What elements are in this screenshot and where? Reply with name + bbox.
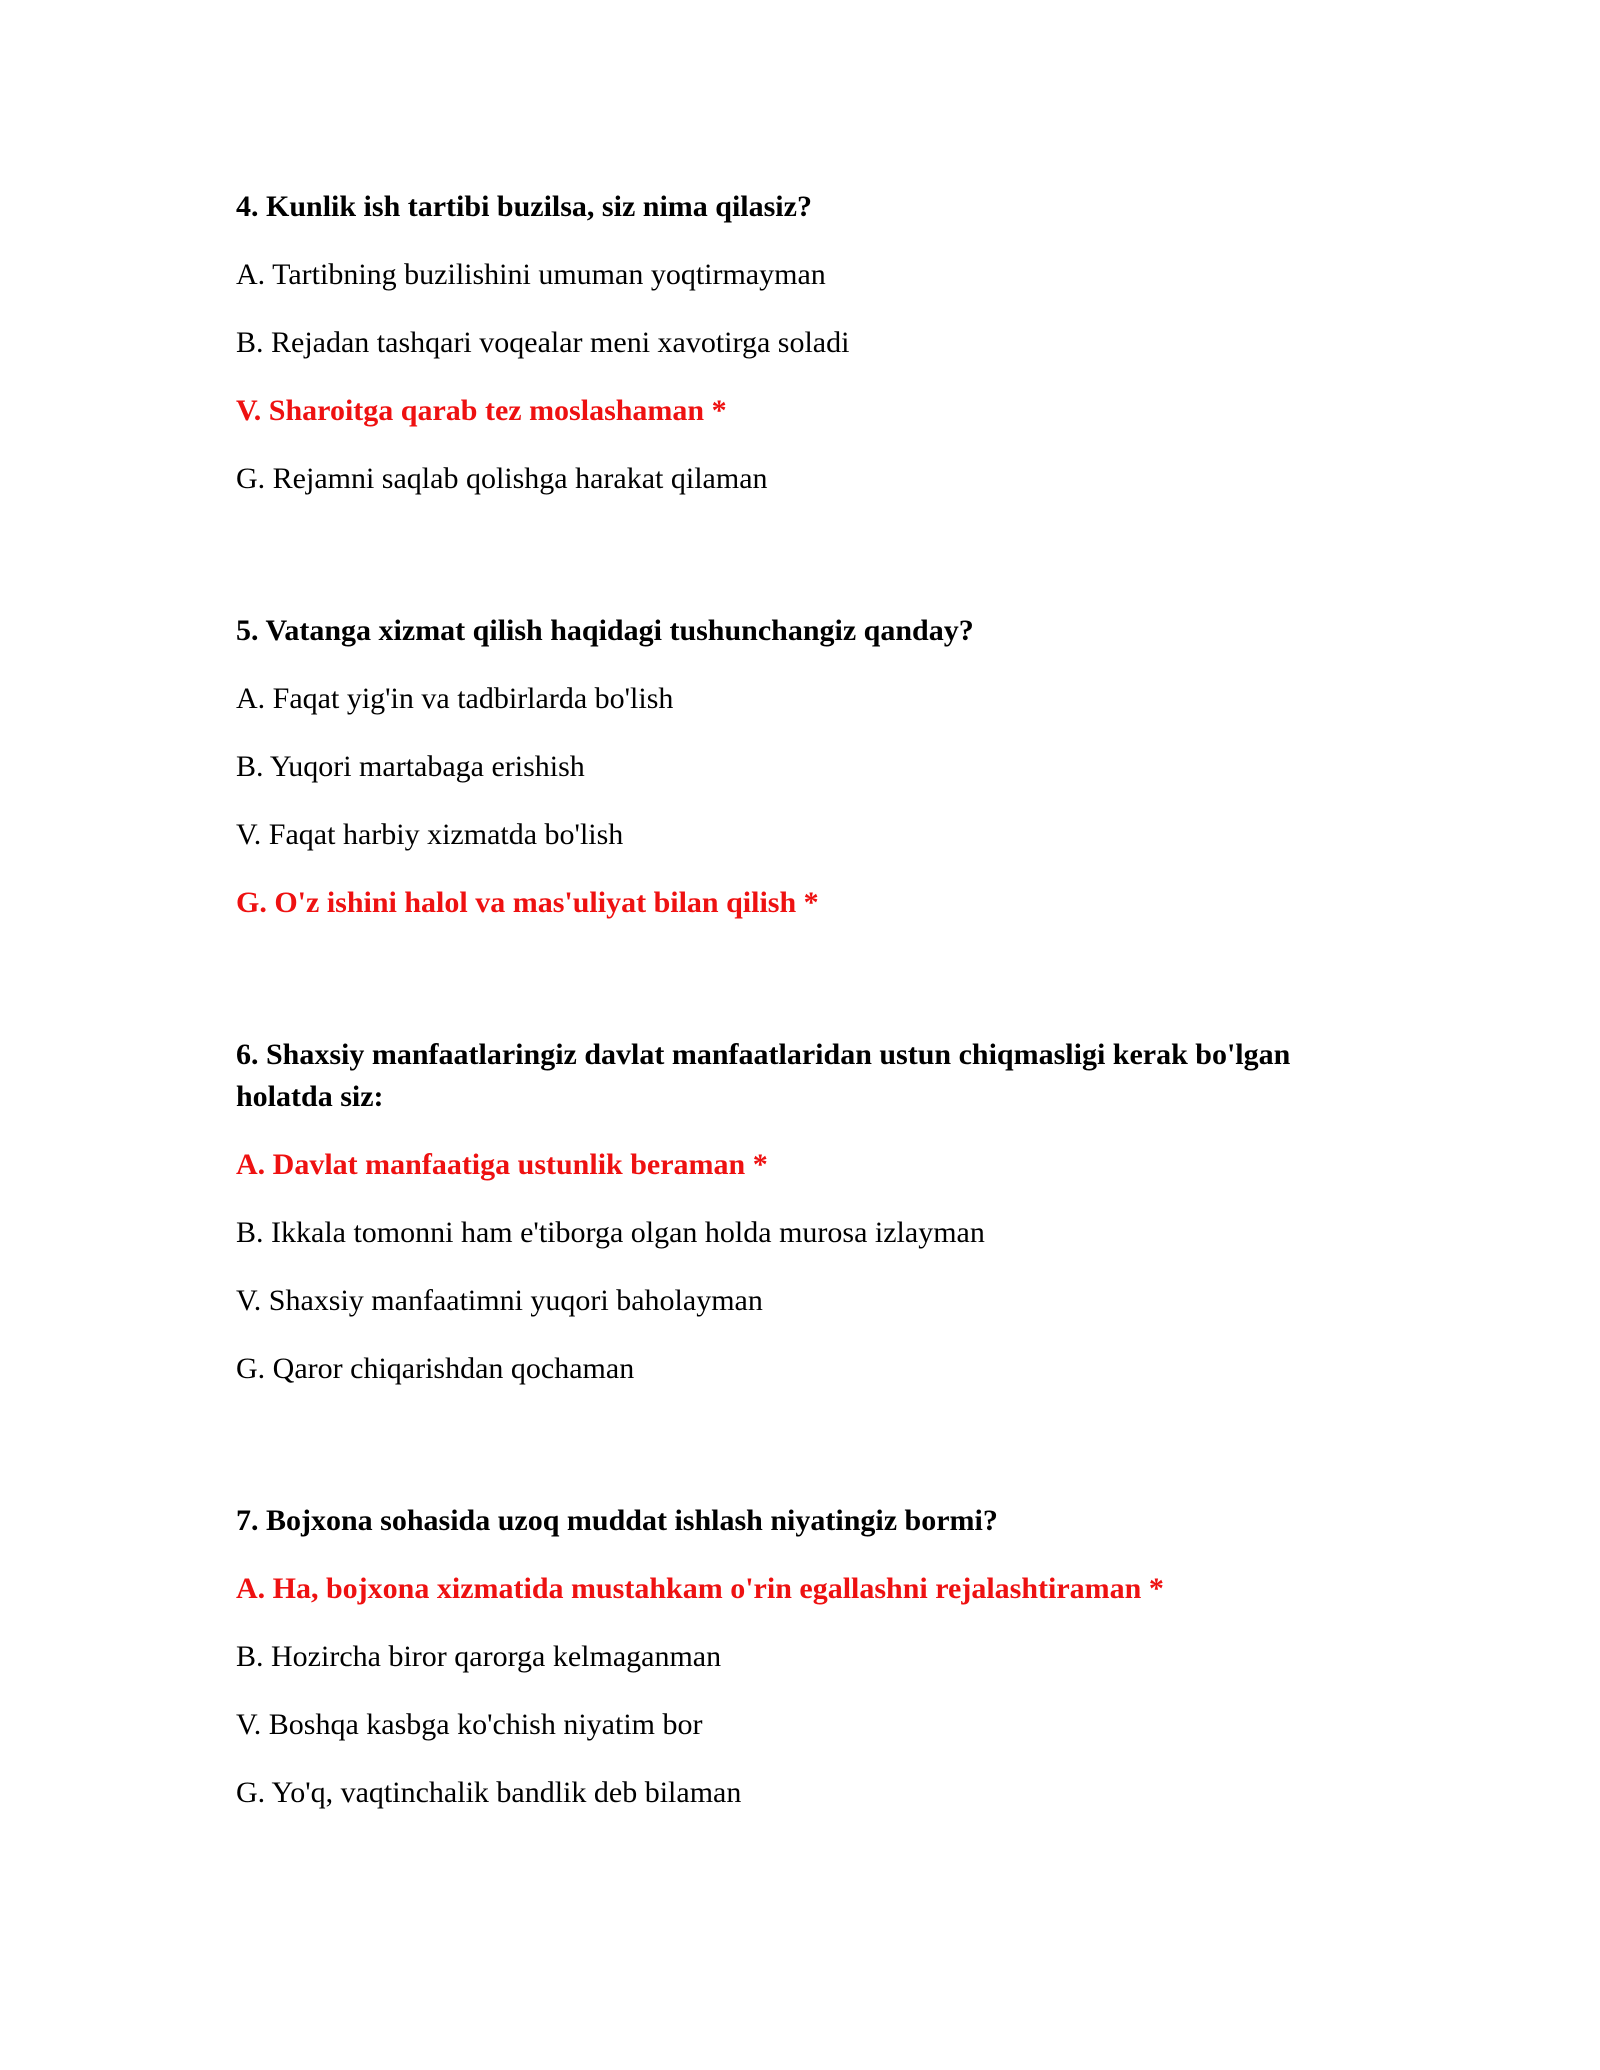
answer-option-b: B. Rejadan tashqari voqealar meni xavotirga soladi <box>236 326 850 359</box>
answer-option-a-correct: A. Davlat manfaatiga ustunlik beraman * <box>236 1148 768 1181</box>
answer-option-b: B. Ikkala tomonni ham e'tiborga olgan holda murosa izlayman <box>236 1216 985 1249</box>
question-block-5 <box>236 610 1366 924</box>
question-title: 7. Bojxona sohasida uzoq muddat ishlash niyatingiz bormi? <box>236 1504 998 1537</box>
question-block-7 <box>236 1500 1366 1814</box>
answer-option-g-correct: G. O'z ishini halol va mas'uliyat bilan qilish * <box>236 886 819 919</box>
answer-option-a-correct: A. Ha, bojxona xizmatida mustahkam o'rin egallashni rejalashtiraman * <box>236 1572 1164 1605</box>
question-title: 6. Shaxsiy manfaatlaringiz davlat manfaatlaridan ustun chiqmasligi kerak bo'lgan holatda siz: <box>236 1038 1291 1113</box>
answer-option-b: B. Hozircha biror qarorga kelmaganman <box>236 1640 722 1673</box>
answer-option-g: G. Qaror chiqarishdan qochaman <box>236 1352 635 1385</box>
answer-option-g: G. Yo'q, vaqtinchalik bandlik deb bilaman <box>236 1776 742 1809</box>
answer-option-g: G. Rejamni saqlab qolishga harakat qilaman <box>236 462 768 495</box>
answer-option-v: V. Faqat harbiy xizmatda bo'lish <box>236 818 624 851</box>
document-page <box>236 186 1366 1814</box>
answer-option-v: V. Shaxsiy manfaatimni yuqori baholayman <box>236 1284 763 1317</box>
answer-option-v-correct: V. Sharoitga qarab tez moslashaman * <box>236 394 727 427</box>
answer-option-a: A. Faqat yig'in va tadbirlarda bo'lish <box>236 682 674 715</box>
question-title: 4. Kunlik ish tartibi buzilsa, siz nima qilasiz? <box>236 190 812 223</box>
question-block-4 <box>236 186 1366 500</box>
answer-option-v: V. Boshqa kasbga ko'chish niyatim bor <box>236 1708 703 1741</box>
question-block-6 <box>236 1034 1366 1390</box>
answer-option-b: B. Yuqori martabaga erishish <box>236 750 585 783</box>
question-title: 5. Vatanga xizmat qilish haqidagi tushunchangiz qanday? <box>236 614 974 647</box>
answer-option-a: A. Tartibning buzilishini umuman yoqtirmayman <box>236 258 826 291</box>
